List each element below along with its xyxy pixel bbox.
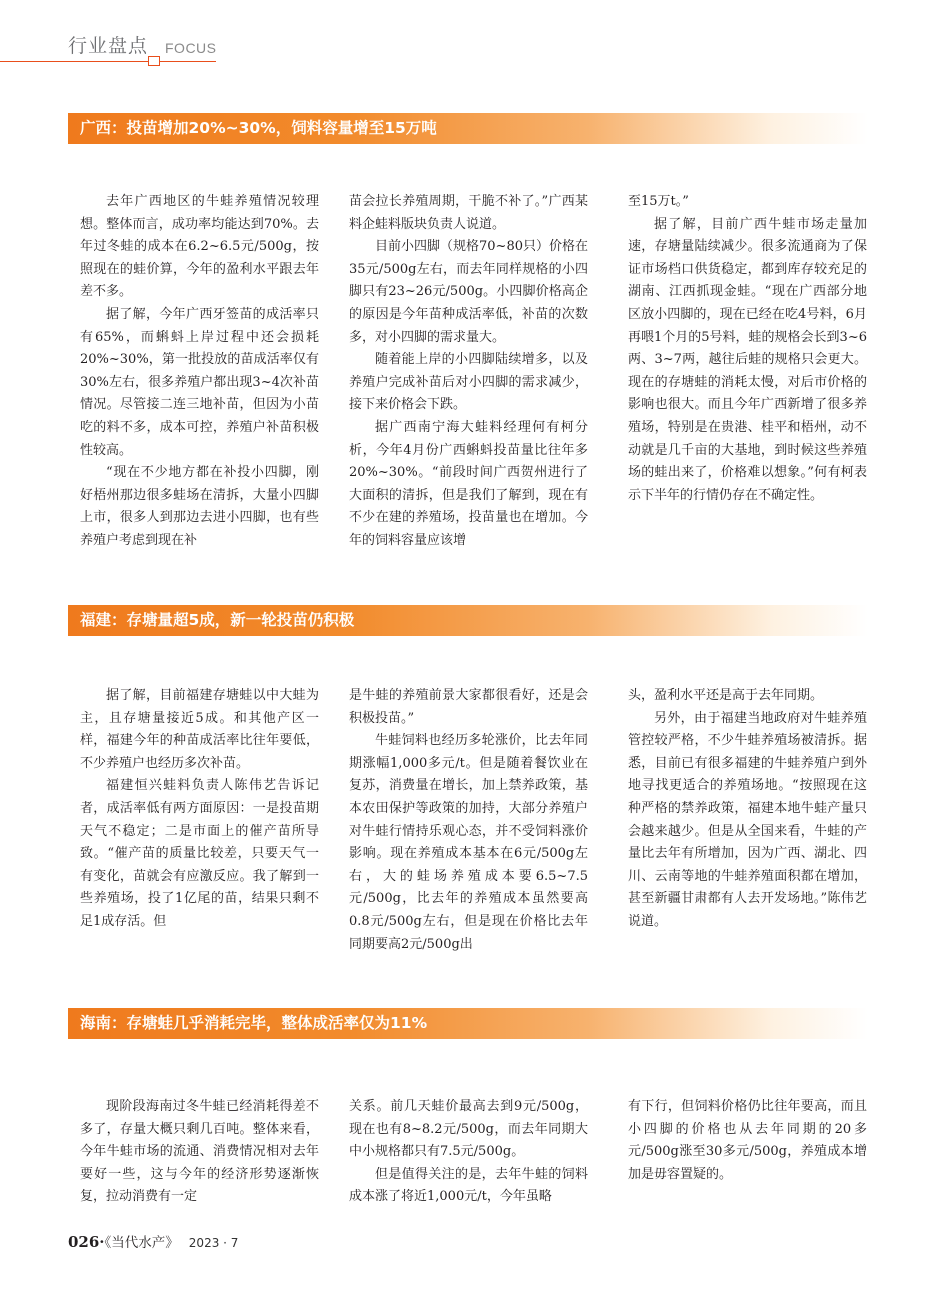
article-column xyxy=(628,191,867,507)
paragraph: 苗会拉长养殖周期，干脆不补了。”广西某料企蛙料版块负责人说道。 xyxy=(349,194,588,232)
article-column xyxy=(349,1096,588,1209)
paragraph: 目前小四脚（规格70~80只）价格在35元/500g左右，而去年同样规格的小四脚只有23~26元/500g。小四脚价格高企的原因是今年苗种成活率低，补苗的次数多，对小四脚的需求量大。 xyxy=(349,239,588,345)
section-banner-guangxi xyxy=(68,113,868,144)
paragraph: 据广西南宁海大蛙料经理何有柯分析，今年4月份广西蝌蚪投苗量比往年多20%~30%。“前段时间广西贺州进行了大面积的清拆，但是我们了解到，现在有不少在建的养殖场，投苗量也在增加。今年的饲料容量应该增 xyxy=(349,419,588,548)
article-column xyxy=(80,191,319,553)
paragraph: 据了解，目前广西牛蛙市场走量加速，存塘量陆续减少。很多流通商为了保证市场档口供货稳定，都到库存较充足的湖南、江西抓现金蛙。“现在广西部分地区放小四脚的，现在已经在吃4号料，6月再喂1个月的5号料，蛙的规格会长到3~6两、3~7两，越往后蛙的规格只会更大。现在的存塘蛙的消耗太慢，对后市价格的影响也很大。而且今年广西新增了很多养殖场，特别是在贵港、桂平和梧州，动不动就是几千亩的大基地，到时候这些养殖场的蛙出来了，价格难以想象。”何有柯表示下半年的行情仍存在不确定性。 xyxy=(628,216,867,503)
paragraph: 但是值得关注的是，去年牛蛙的饲料成本涨了将近1,000元/t，今年虽略 xyxy=(349,1166,588,1205)
focus-label: FOCUS xyxy=(165,40,217,56)
magazine-name: 《当代水产》 xyxy=(104,1235,179,1251)
paragraph: 现阶段海南过冬牛蛙已经消耗得差不多了，存量大概只剩几百吨。整体来看，今年牛蛙市场的流通、消费情况相对去年要好一些，这与今年的经济形势逐渐恢复，拉动消费有一定 xyxy=(80,1099,319,1205)
paragraph: 据了解，今年广西牙签苗的成活率只有65%，而蝌蚪上岸过程中还会损耗20%~30%，第一批投放的苗成活率仅有30%左右，很多养殖户都出现3~4次补苗情况。尽管接二连三地补苗，但因为小苗吃的料不多，成本可控，养殖户补苗积极性较高。 xyxy=(80,306,319,458)
section-heading: 广西：投苗增加20%~30%，饲料容量增至15万吨 xyxy=(80,119,437,137)
paragraph: 随着能上岸的小四脚陆续增多，以及养殖户完成补苗后对小四脚的需求减少，接下来价格会下跌。 xyxy=(349,352,588,413)
page-number: 026· xyxy=(68,1233,105,1251)
issue-date: 2023 · 7 xyxy=(188,1236,239,1250)
page-footer xyxy=(68,1232,238,1253)
article-column xyxy=(349,685,588,956)
section-heading: 福建：存塘量超5成，新一轮投苗仍积极 xyxy=(80,611,355,629)
header-rule xyxy=(0,61,216,62)
article-column xyxy=(349,191,588,553)
section-banner-hainan xyxy=(68,1008,868,1039)
paragraph: 至15万t。” xyxy=(628,194,689,209)
header-rule-marker xyxy=(148,56,160,66)
article-column xyxy=(80,1096,319,1209)
article-column xyxy=(80,685,319,934)
paragraph: 关系。前几天蛙价最高去到9元/500g，现在也有8~8.2元/500g，而去年同期大中小规格都只有7.5元/500g。 xyxy=(349,1099,588,1160)
paragraph: “现在不少地方都在补投小四脚，刚好梧州那边很多蛙场在清拆，大量小四脚上市，很多人到那边去进小四脚，也有些养殖户考虑到现在补 xyxy=(80,465,319,548)
paragraph: 是牛蛙的养殖前景大家都很看好，还是会积极投苗。” xyxy=(349,688,588,726)
article-column xyxy=(628,685,867,934)
section-title: 行业盘点 xyxy=(68,35,149,57)
paragraph: 头，盈利水平还是高于去年同期。 xyxy=(628,688,824,703)
paragraph: 福建恒兴蛙料负责人陈伟艺告诉记者，成活率低有两方面原因：一是投苗期天气不稳定；二是市面上的催产苗所导致。“催产苗的质量比较差，只要天气一有变化，苗就会有应激反应。我了解到一些养殖场，投了1亿尾的苗，结果只剩不足1成存活。但 xyxy=(80,778,319,929)
article-column xyxy=(628,1096,867,1186)
section-banner-fujian xyxy=(68,605,868,636)
paragraph: 另外，由于福建当地政府对牛蛙养殖管控较严格，不少牛蛙养殖场被清拆。据悉，目前已有很多福建的牛蛙养殖户到外地寻找更适合的养殖场地。“按照现在这种严格的禁养政策，福建本地牛蛙产量只会越来越少。但是从全国来看，牛蛙的产量比去年有所增加，因为广西、湖北、四川、云南等地的牛蛙养殖面积都在增加，甚至新疆甘肃都有人去开发场地。”陈伟艺说道。 xyxy=(628,710,867,929)
paragraph: 有下行，但饲料价格仍比往年要高，而且小四脚的价格也从去年同期的20多元/500g涨至30多元/500g，养殖成本增加是毋容置疑的。 xyxy=(628,1099,867,1182)
paragraph: 去年广西地区的牛蛙养殖情况较理想。整体而言，成功率均能达到70%。去年过冬蛙的成本在6.2~6.5元/500g，按照现在的蛙价算，今年的盈利水平跟去年差不多。 xyxy=(80,194,319,300)
paragraph: 牛蛙饲料也经历多轮涨价，比去年同期涨幅1,000多元/t。但是随着餐饮业在复苏，消费量在增长，加上禁养政策，基本农田保护等政策的加持，大部分养殖户对牛蛙行情持乐观心态，并不受饲料涨价影响。现在养殖成本基本在6元/500g左右，大的蛙场养殖成本要6.5~7.5元/500g，比去年的养殖成本虽然要高0.8元/500g左右，但是现在价格比去年同期要高2元/500g出 xyxy=(349,733,588,952)
paragraph: 据了解，目前福建存塘蛙以中大蛙为主，且存塘量接近5成。和其他产区一样，福建今年的种苗成活率比往年要低，不少养殖户也经历多次补苗。 xyxy=(80,688,319,771)
section-heading: 海南：存塘蛙几乎消耗完毕，整体成活率仅为11% xyxy=(80,1014,428,1032)
page-header xyxy=(0,0,950,70)
